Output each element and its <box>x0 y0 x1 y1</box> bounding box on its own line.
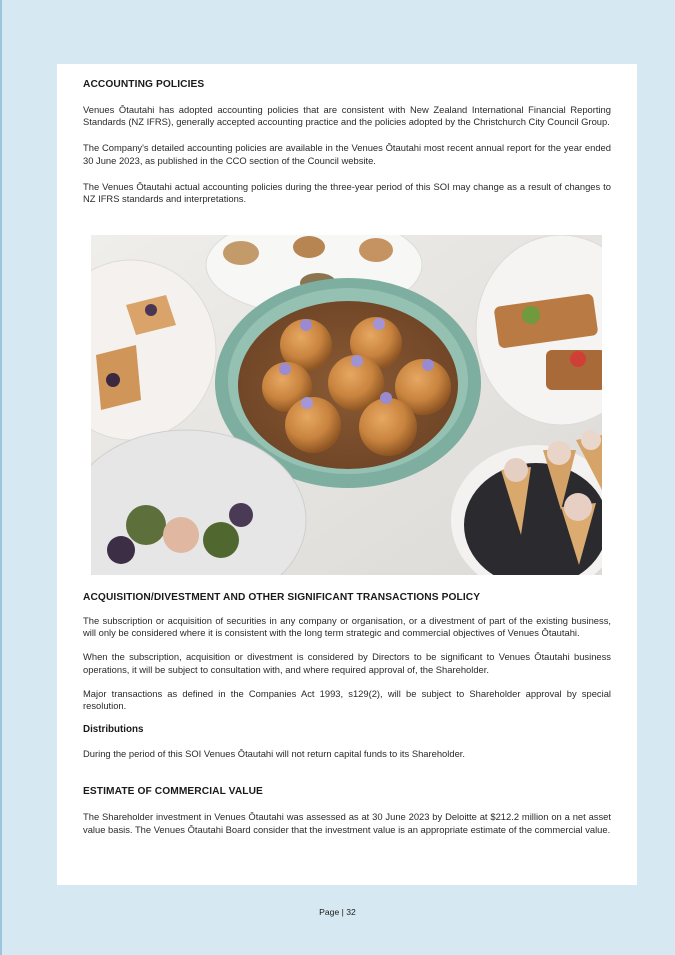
page-edge <box>0 0 2 955</box>
acquisition-section <box>83 591 611 836</box>
paragraph: Venues Ōtautahi has adopted accounting policies that are consistent with New Zealand International Financial Reporting Standards (NZ IFRS), generally accepted accounting practice and the policies adopted by the Christchurch City Council Group. <box>83 104 611 128</box>
paragraph: The Venues Ōtautahi actual accounting policies during the three-year period of this SOI may change as a result of changes to NZ IFRS standards and interpretations. <box>83 180 611 205</box>
food-photo <box>91 235 602 575</box>
document-page <box>57 64 637 885</box>
paragraph: When the subscription, acquisition or divestment is considered by Directors to be significant to Venues Ōtautahi business operations, it will be subject to consultation with, and where required approval of, the Shareholder. <box>83 651 611 675</box>
subheading-distributions: Distributions <box>83 724 144 736</box>
section-heading-estimate: ESTIMATE OF COMMERCIAL VALUE <box>83 786 263 798</box>
paragraph: Major transactions as defined in the Companies Act 1993, s129(2), will be subject to Shareholder approval by special resolution. <box>83 687 611 712</box>
page-number: Page | 32 <box>319 907 356 917</box>
paragraph: The subscription or acquisition of securities in any company or organisation, or a divestment of part of the existing business, will only be considered where it is consistent with the long term strategic and commercial objectives of Venues Ōtautahi. <box>83 615 611 639</box>
paragraph: The Company's detailed accounting policies are available in the Venues Ōtautahi most recent annual report for the year ended 30 June 2023, as published in the CCO section of the Council website. <box>83 142 611 166</box>
section-heading-accounting: ACCOUNTING POLICIES <box>83 79 205 90</box>
accounting-policies-section <box>83 78 611 205</box>
section-heading-acquisition: ACQUISITION/DIVESTMENT AND OTHER SIGNIFICANT TRANSACTIONS POLICY <box>83 592 481 603</box>
paragraph: During the period of this SOI Venues Ōtautahi will not return capital funds to its Shareholder. <box>83 748 465 760</box>
paragraph: The Shareholder investment in Venues Ōtautahi was assessed as at 30 June 2023 by Deloitte at $212.2 million on a net asset value basis. The Venues Ōtautahi Board consider that the investment value is an appropriate estimate of the commercial value. <box>83 811 611 835</box>
